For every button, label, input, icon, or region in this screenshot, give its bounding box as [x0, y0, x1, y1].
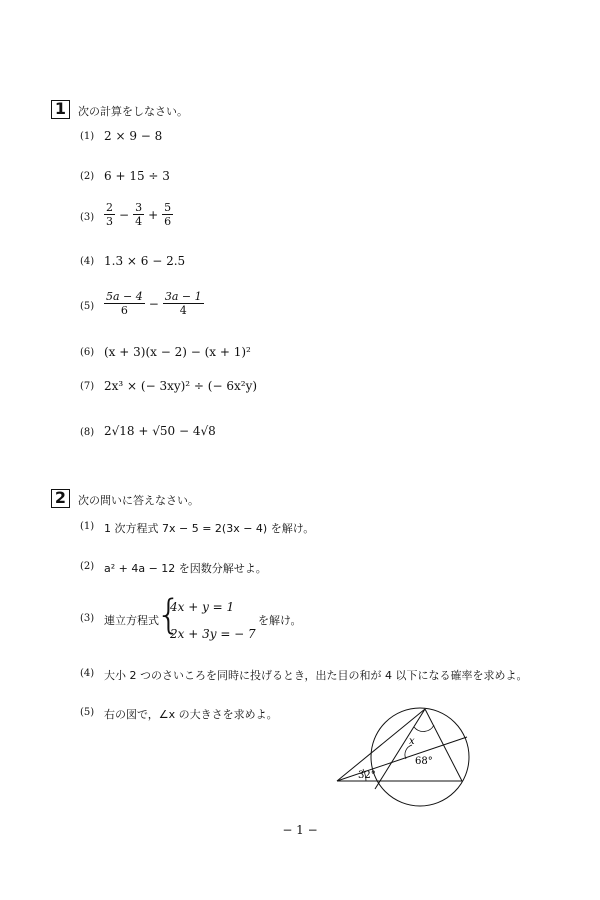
- angle-68-label: 68°: [415, 756, 433, 767]
- fraction: $\frac{3a - 1}{4}$: [164, 290, 202, 317]
- s2-q3-label: (3): [80, 613, 95, 624]
- section-1-number: 1: [51, 100, 70, 119]
- s1-q5-expr: $\frac{5a - 4}{6}$ − $\frac{3a - 1}{4}$: [106, 290, 202, 317]
- section-2-number: 2: [51, 489, 70, 508]
- angle-x-label: x: [409, 736, 415, 747]
- s2-q2-text: a² + 4a − 12 を因数分解せよ。: [104, 562, 267, 575]
- s1-q8-label: (8): [80, 427, 95, 438]
- line-chord-3: [425, 709, 462, 781]
- s2-q2-label: (2): [80, 561, 95, 572]
- s1-q5-label: (5): [80, 301, 95, 312]
- s2-q3-eq2: 2x + 3y = − 7: [170, 627, 256, 641]
- s1-q1-label: (1): [80, 131, 95, 142]
- s2-q4-label: (4): [80, 668, 95, 679]
- s2-q4-text: 大小 2 つのさいころを同時に投げるとき，出た目の和が 4 以下になる確率を求めよ。: [104, 669, 528, 682]
- s1-q6-label: (6): [80, 347, 95, 358]
- s2-q1-text: 1 次方程式 7x − 5 = 2(3x − 4) を解け。: [104, 522, 315, 535]
- s1-q3-expr: $\frac{2}{3}$ − $\frac{3}{4}$ + $\frac{5}{6}$: [106, 201, 172, 228]
- s2-q3-eq1: 4x + y = 1: [170, 600, 235, 614]
- fraction: $\frac{5a - 4}{6}$: [106, 290, 143, 317]
- s1-q8-expr: 2√18 + √50 − 4√8: [104, 424, 216, 438]
- fraction: $\frac{3}{4}$: [135, 201, 143, 228]
- angle-32-label: 32°: [358, 770, 376, 781]
- s1-q1-expr: 2 × 9 − 8: [104, 129, 163, 143]
- s2-q3-suffix: を解け。: [258, 614, 302, 627]
- s1-q6-expr: (x + 3)(x − 2) − (x + 1)²: [104, 345, 251, 359]
- section-2-title: 次の問いに答えなさい。: [78, 494, 199, 507]
- system-brace: {: [156, 592, 182, 638]
- fraction: $\frac{2}{3}$: [106, 201, 113, 228]
- s1-q7-expr: 2x³ × (− 3xy)² ÷ (− 6x²y): [104, 379, 258, 393]
- s2-q1-label: (1): [80, 521, 95, 532]
- s1-q2-expr: 6 + 15 ÷ 3: [104, 169, 170, 183]
- s1-q4-label: (4): [80, 256, 95, 267]
- s2-q3-prefix: 連立方程式: [104, 614, 159, 627]
- s2-q5-text: 右の図で，∠x の大きさを求めよ。: [104, 708, 278, 721]
- line-chord-2: [375, 709, 425, 789]
- fraction: $\frac{5}{6}$: [164, 201, 172, 228]
- s1-q3-label: (3): [80, 212, 95, 223]
- s1-q7-label: (7): [80, 381, 95, 392]
- s2-q5-label: (5): [80, 707, 95, 718]
- angle-arc-x: [414, 725, 434, 731]
- section-1-title: 次の計算をしなさい。: [78, 105, 188, 118]
- page-number: − 1 −: [282, 823, 318, 837]
- s1-q2-label: (2): [80, 171, 95, 182]
- line-chord-1: [337, 737, 467, 781]
- s1-q4-expr: 1.3 × 6 − 2.5: [104, 254, 186, 268]
- geometry-figure: [330, 705, 480, 815]
